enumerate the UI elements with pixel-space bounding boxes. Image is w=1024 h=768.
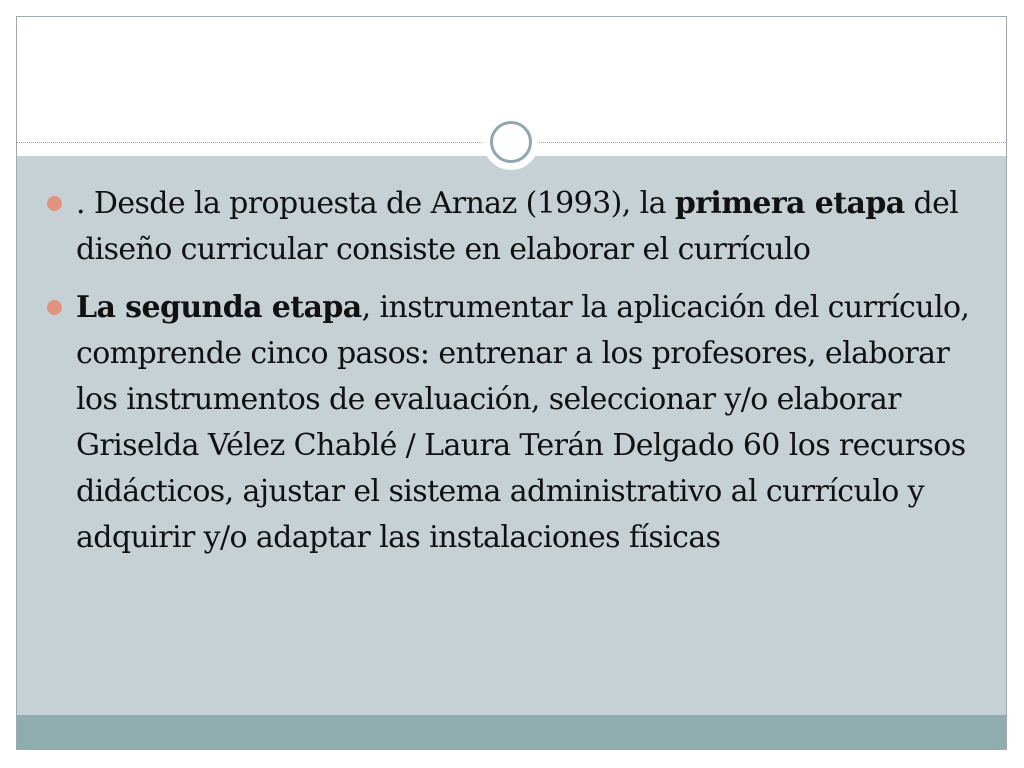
bullet-text-1	[76, 186, 958, 267]
bullet-dot-icon	[47, 300, 62, 315]
bullet-dot-icon	[47, 196, 62, 211]
bullet-2-segment-2: , instrumentar la aplicación del currículo, comprende cinco pasos: entrenar a los profesores, elaborar los instrumentos de evaluación, seleccionar y/o elaborar Griselda Vélez Chablé / Laura Terán Delgado 60 los recursos didácticos, ajustar el sistema administrativo al currículo y adquirir y/o adaptar las instalaciones físicas	[76, 290, 970, 555]
bullet-list	[17, 181, 1006, 573]
bullet-1-segment-1: . Desde la propuesta de Arnaz (1993), la	[76, 186, 675, 221]
bullet-1-segment-3: del diseño curricular consiste en elaborar el currículo	[76, 186, 959, 267]
footer-band	[17, 715, 1006, 750]
bullet-1-segment-2-bold: primera etapa	[674, 186, 905, 221]
slide	[16, 16, 1007, 750]
circle-ornament-icon	[483, 114, 539, 170]
bullet-2-segment-1-bold: La segunda etapa	[76, 290, 362, 325]
bullet-text-2	[76, 290, 969, 555]
bullet-item-1	[17, 181, 1006, 273]
circle-ring-icon	[490, 121, 532, 163]
bullet-item-2	[17, 285, 1006, 561]
